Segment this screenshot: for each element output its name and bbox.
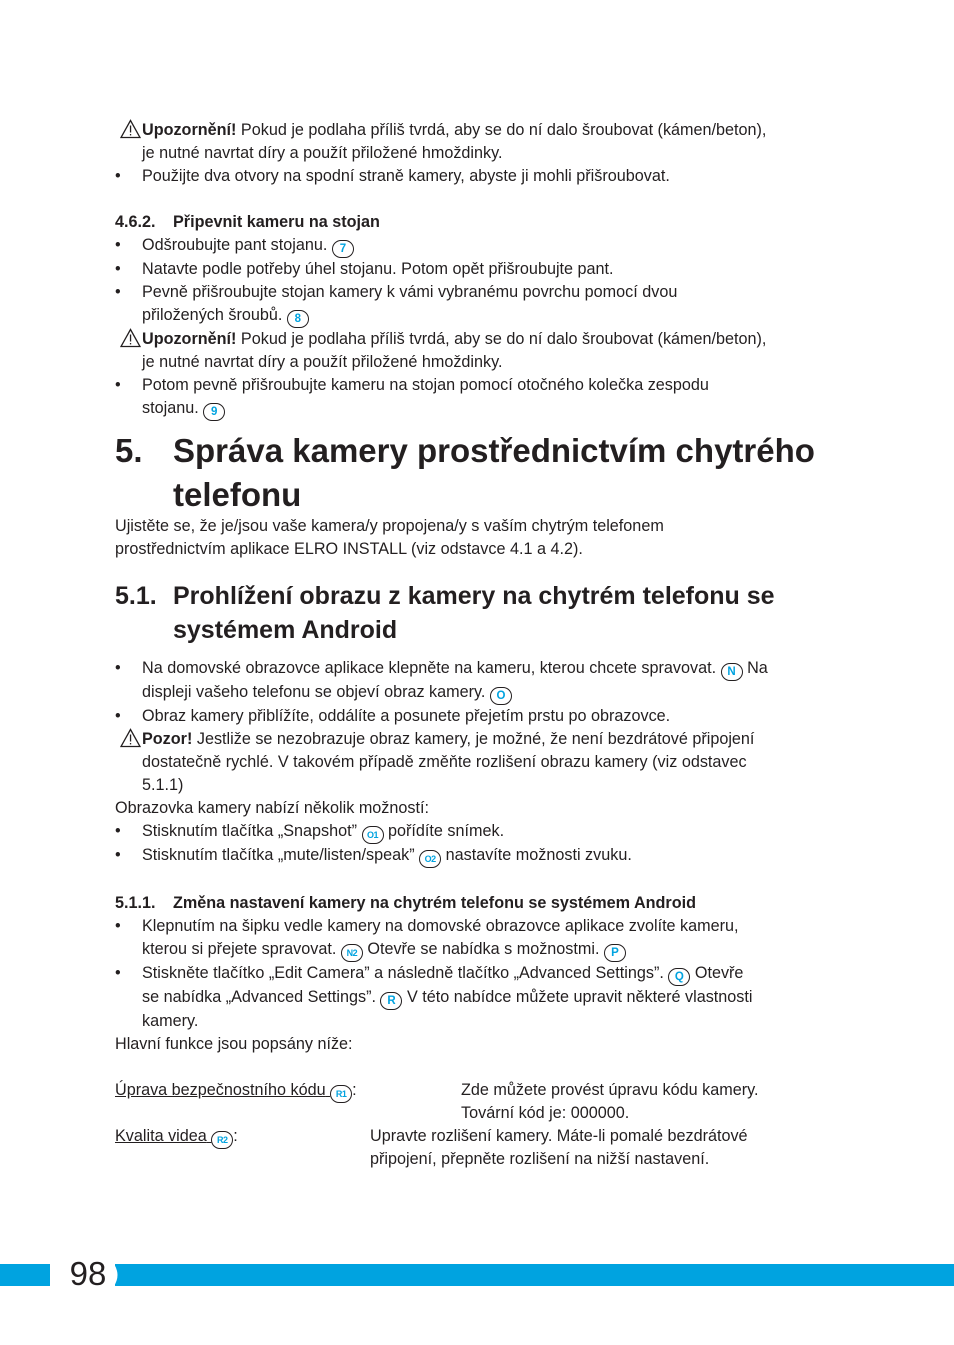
footer-bar-left (0, 1264, 57, 1286)
function-description: Upravte rozlišení kamery. Máte-li pomalé bezdrátové připojení, přepněte rozlišení na nižší nastavení. (370, 1127, 748, 1168)
page-content (115, 119, 845, 1171)
footer-bar-right (115, 1264, 954, 1286)
function-row-video-quality: Kvalita videa R2 : Upravte rozlišení kamery. Máte-li pomalé bezdrátové připojení, přepněte rozlišení na nižší nastavení. (115, 1125, 845, 1171)
reference-marker: R (380, 992, 402, 1010)
reference-marker: Q (668, 968, 690, 986)
reference-marker: P (604, 944, 626, 962)
list-item: • Použijte dva otvory na spodní straně kamery, abyste ji mohli přišroubovat. (115, 165, 845, 188)
warning-text: dostatečně rychlé. V takovém případě změňte rozlišení obrazu kamery (viz odstavec (142, 753, 747, 771)
reference-marker: O2 (419, 850, 441, 868)
warning-icon (120, 728, 141, 748)
function-label: Úprava bezpečnostního kódu R1 (115, 1081, 352, 1099)
bracket-right-icon (114, 1264, 122, 1286)
function-description: Zde můžete provést úpravu kódu kamery. Tovární kód je: 000000. (461, 1081, 759, 1122)
section-heading-4-6-2: 4.6.2. Připevnit kameru na stojan (115, 213, 380, 231)
list-item: • Natavte podle potřeby úhel stojanu. Potom opět přišroubujte pant. (115, 258, 845, 281)
reference-marker: O (490, 687, 512, 705)
warning-note (115, 328, 845, 374)
bracket-left-icon (50, 1264, 62, 1286)
page-number: 98 (69, 1255, 107, 1292)
reference-marker: O1 (362, 826, 384, 844)
page-footer (0, 1255, 954, 1292)
reference-marker: R1 (330, 1085, 352, 1103)
list-item: • Klepnutím na šipku vedle kamery na domovské obrazovce aplikace zvolíte kameru, kterou si přejete spravovat. N2 Otevře se nabídka s možnostmi. P (115, 915, 845, 962)
reference-marker: N2 (341, 944, 363, 962)
warning-label: Upozornění! (142, 330, 237, 348)
warning-text: Pokud je podlaha příliš tvrdá, aby se do ní dalo šroubovat (kámen/beton), (236, 330, 767, 348)
section-heading-5-1-1: 5.1.1. Změna nastavení kamery na chytrém telefonu se systémem Android (115, 894, 696, 912)
section-heading-5-1: 5.1. Prohlížení obrazu z kamery na chytrém telefonu se systémem Android (115, 582, 775, 644)
function-row-security-code: Úprava bezpečnostního kódu R1 : Zde můžete provést úpravu kódu kamery. Tovární kód je: 000000. (115, 1079, 845, 1125)
list-item: • Stiskněte tlačítko „Edit Camera” a následně tlačítko „Advanced Settings”. Q Otevře se nabídka „Advanced Settings”. R V této nabídce můžete upravit některé vlastnosti kamery. (115, 962, 845, 1033)
warning-icon (120, 119, 141, 139)
list-item: • Pevně přišroubujte stojan kamery k vámi vybranému povrchu pomocí dvou přiložených šroubů. 8 (115, 281, 845, 328)
warning-text: je nutné navrtat díry a použít přiložené hmoždinky. (142, 144, 503, 162)
section-heading-5: 5. Správa kamery prostřednictvím chytrého telefonu (115, 432, 815, 513)
paragraph: Ujistěte se, že je/jsou vaše kamera/y propojena/y s vaším chytrým telefonem prostřednictvím aplikace ELRO INSTALL (viz odstavce 4.1 a 4.2). (115, 517, 664, 558)
warning-note (115, 119, 845, 165)
reference-marker: 9 (203, 403, 225, 421)
warning-note (115, 728, 845, 797)
reference-marker: 7 (332, 240, 354, 258)
list-item: • Obraz kamery přiblížíte, oddálíte a posunete přejetím prstu po obrazovce. (115, 705, 845, 728)
paragraph: Hlavní funkce jsou popsány níže: (115, 1035, 353, 1053)
warning-label: Pozor! (142, 730, 193, 748)
list-item: • Potom pevně přišroubujte kameru na stojan pomocí otočného kolečka zespodu stojanu. 9 (115, 374, 845, 421)
function-label: Kvalita videa R2 (115, 1127, 233, 1145)
warning-label: Upozornění! (142, 121, 237, 139)
warning-icon (120, 328, 141, 348)
warning-text: je nutné navrtat díry a použít přiložené hmoždinky. (142, 353, 503, 371)
reference-marker: 8 (287, 310, 309, 328)
reference-marker: N (721, 663, 743, 681)
list-item: • Stisknutím tlačítka „mute/listen/speak” O2 nastavíte možnosti zvuku. (115, 844, 845, 868)
reference-marker: R2 (211, 1131, 233, 1149)
paragraph: Obrazovka kamery nabízí několik možností: (115, 799, 429, 817)
list-item: • Odšroubujte pant stojanu. 7 (115, 234, 845, 258)
warning-text: Jestliže se nezobrazuje obraz kamery, je možné, že není bezdrátové připojení (192, 730, 755, 748)
warning-text: Pokud je podlaha příliš tvrdá, aby se do ní dalo šroubovat (kámen/beton), (236, 121, 767, 139)
list-item: • Na domovské obrazovce aplikace klepněte na kameru, kterou chcete spravovat. N Na displeji vašeho telefonu se objeví obraz kamery. O (115, 657, 845, 705)
warning-text: 5.1.1) (142, 776, 184, 794)
list-item: • Stisknutím tlačítka „Snapshot” O1 pořídíte snímek. (115, 820, 845, 844)
